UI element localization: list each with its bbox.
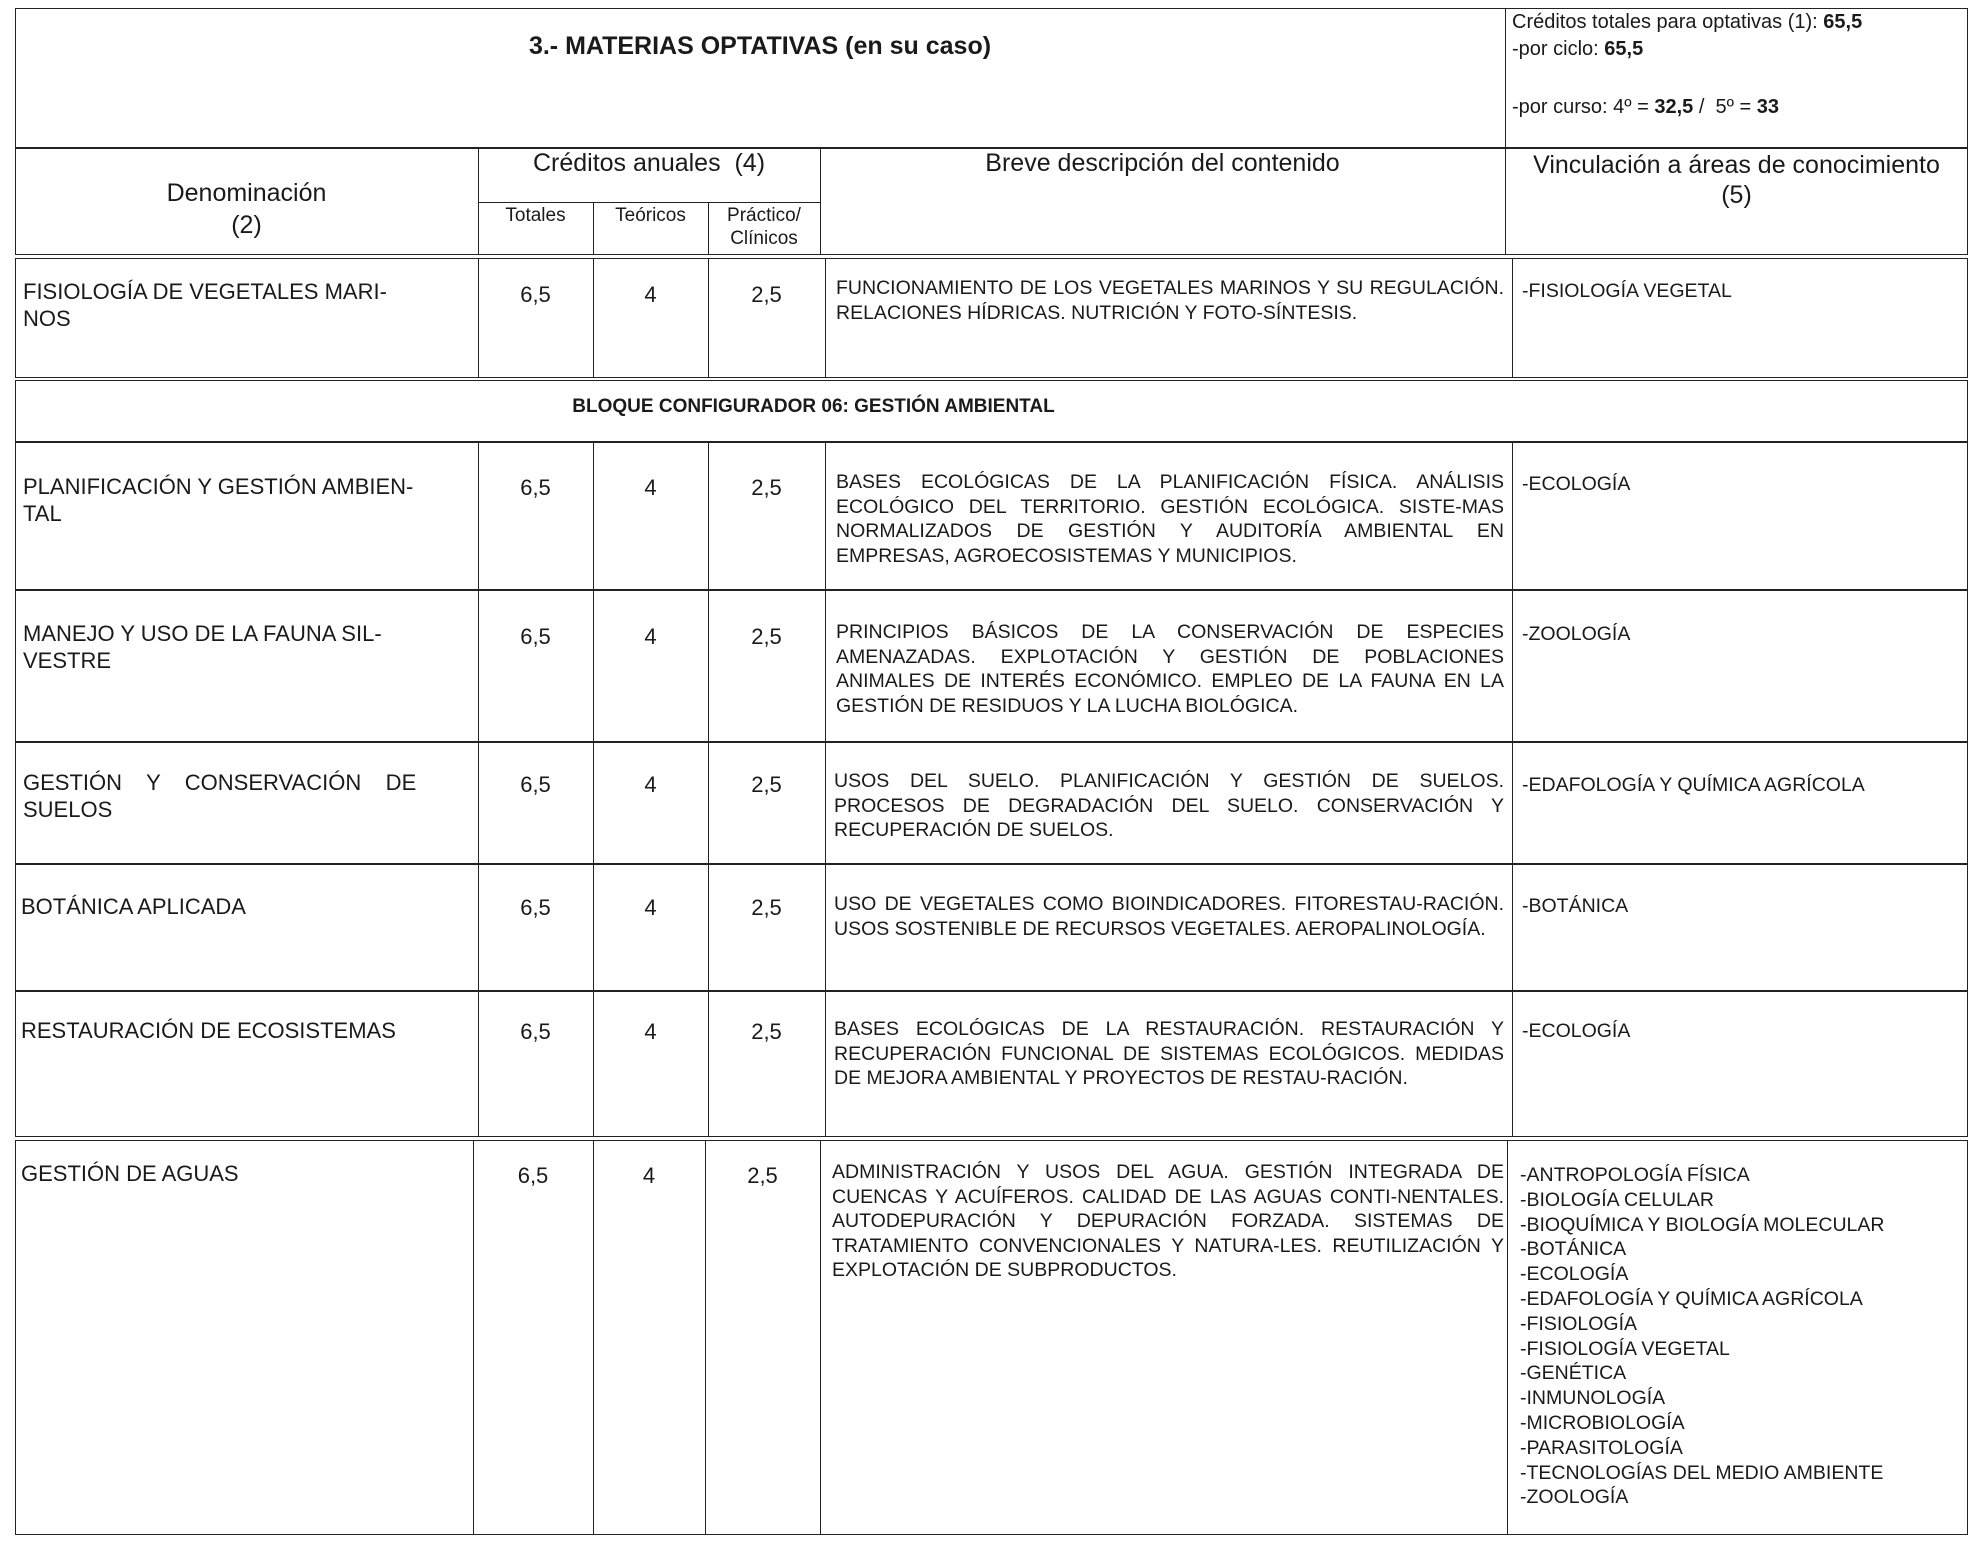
row-divider — [478, 590, 479, 742]
row-divider — [825, 742, 826, 864]
row-divider — [825, 991, 826, 1137]
col-practicos: Práctico/ Clínicos — [727, 205, 801, 249]
row-divider — [825, 864, 826, 991]
col-teoricos: Teóricos — [615, 205, 686, 226]
row-divider — [593, 590, 594, 742]
row-divider — [825, 442, 826, 590]
col-descripcion: Breve descripción del contenido — [985, 149, 1340, 177]
credits-totales: 6,5 — [517, 1163, 549, 1188]
row-divider — [593, 864, 594, 991]
credits-totales: 6,5 — [520, 282, 551, 307]
subject-name: FISIOLOGÍA DE VEGETALES MARI- NOS — [23, 279, 387, 331]
row-divider — [593, 991, 594, 1137]
credits-teoricos: 4 — [644, 1019, 657, 1044]
subject-name: BOTÁNICA APLICADA — [21, 894, 246, 919]
row-divider — [1512, 864, 1513, 991]
row-divider — [708, 864, 709, 991]
col-denominacion: Denominación — [166, 179, 327, 207]
subject-name: PLANIFICACIÓN Y GESTIÓN AMBIEN- TAL — [23, 474, 414, 526]
row-divider — [1512, 590, 1513, 742]
row-divider — [825, 590, 826, 742]
knowledge-areas: -ECOLOGÍA — [1522, 1020, 1631, 1042]
subject-name: MANEJO Y USO DE LA FAUNA SIL- VESTRE — [23, 621, 382, 673]
row-divider — [473, 1140, 474, 1535]
row-divider — [478, 991, 479, 1137]
subject-description: USOS DEL SUELO. PLANIFICACIÓN Y GESTIÓN DE SUELOS. PROCESOS DE DEGRADACIÓN DEL SUELO. CONSERVACIÓN Y RECUPERACIÓN DE SUELOS. — [834, 770, 1510, 841]
subject-description: BASES ECOLÓGICAS DE LA RESTAURACIÓN. RESTAURACIÓN Y RECUPERACIÓN FUNCIONAL DE SISTEMAS ECOLÓGICOS. MEDIDAS DE MEJORA AMBIENTAL Y PROYECTOS DE RESTAU-RACIÓN. — [834, 1018, 1510, 1089]
row-divider — [593, 742, 594, 864]
per-course-label: -por curso: 4º = — [1512, 96, 1649, 118]
row-divider — [1512, 258, 1513, 378]
credits-teoricos: 4 — [644, 475, 657, 500]
row-divider — [1512, 442, 1513, 590]
subject-name: RESTAURACIÓN DE ECOSISTEMAS — [21, 1018, 396, 1043]
credits-teoricos: 4 — [644, 772, 657, 797]
row-divider — [478, 258, 479, 378]
knowledge-areas: -ECOLOGÍA — [1522, 473, 1631, 495]
per-cycle-label: -por ciclo: — [1512, 38, 1599, 60]
col-vinculacion-ref: (5) — [1721, 181, 1752, 209]
per-course-5-value: 33 — [1756, 96, 1780, 118]
header-divider — [1505, 8, 1506, 148]
row-divider — [825, 258, 826, 378]
credits-practicos: 2,5 — [751, 895, 782, 920]
subject-description: USO DE VEGETALES COMO BIOINDICADORES. FITORESTAU-RACIÓN. USOS SOSTENIBLE DE RECURSOS VEGETALES. AEROPALINOLOGÍA. — [834, 893, 1510, 940]
credits-teoricos: 4 — [642, 1163, 656, 1188]
credits-teoricos: 4 — [644, 895, 657, 920]
row-divider — [478, 864, 479, 991]
per-course-4-value: 32,5 — [1654, 96, 1694, 118]
row-divider — [593, 258, 594, 378]
credits-totales: 6,5 — [520, 475, 551, 500]
row-divider — [1512, 991, 1513, 1137]
credits-totales: 6,5 — [520, 772, 551, 797]
row-divider — [708, 742, 709, 864]
subject-description: FUNCIONAMIENTO DE LOS VEGETALES MARINOS Y SU REGULACIÓN. RELACIONES HÍDRICAS. NUTRICIÓN Y FOTO-SÍNTESIS. — [836, 277, 1510, 324]
row-divider — [1512, 742, 1513, 864]
knowledge-areas: -FISIOLOGÍA VEGETAL — [1522, 280, 1732, 302]
subject-name: GESTIÓN DE AGUAS — [21, 1161, 239, 1186]
row-divider — [593, 1140, 594, 1535]
subject-description: PRINCIPIOS BÁSICOS DE LA CONSERVACIÓN DE ESPECIES AMENAZADAS. EXPLOTACIÓN Y GESTIÓN DE POBLACIONES ANIMALES DE INTERÉS ECONÓMICO. EMPLEO DE LA FAUNA EN LA GESTIÓN DE RESIDUOS Y LA LUCHA BIOLÓGICA. — [836, 621, 1510, 717]
row-divider — [478, 442, 479, 590]
per-course-separator: / 5º = — [1698, 96, 1752, 118]
subject-name: GESTIÓN Y CONSERVACIÓN DE SUELOS — [23, 770, 417, 822]
credits-subheader-line — [478, 202, 820, 203]
credits-teoricos: 4 — [644, 282, 657, 307]
subject-description: BASES ECOLÓGICAS DE LA PLANIFICACIÓN FÍSICA. ANÁLISIS ECOLÓGICO DEL TERRITORIO. GESTIÓN ECOLÓGICA. SISTE-MAS NORMALIZADOS DE GESTIÓN Y AUDITORÍA AMBIENTAL EN EMPRESAS, AGROECOSISTEMAS Y MUNICIPIOS. — [836, 471, 1510, 567]
credits-practicos: 2,5 — [751, 1019, 782, 1044]
col-creditos: Créditos anuales (4) — [532, 149, 766, 177]
row-divider — [708, 590, 709, 742]
per-cycle-value: 65,5 — [1604, 38, 1644, 60]
knowledge-areas: -ZOOLOGÍA — [1522, 623, 1631, 645]
credits-practicos: 2,5 — [747, 1163, 778, 1188]
credits-per-cycle — [1512, 36, 1967, 63]
page-title: 3.- MATERIAS OPTATIVAS (en su caso) — [528, 32, 992, 60]
row-divider — [478, 742, 479, 864]
credits-practicos: 2,5 — [751, 475, 782, 500]
col-denominacion-ref: (2) — [231, 211, 262, 239]
row-divider — [705, 1140, 706, 1535]
credits-practicos: 2,5 — [751, 772, 782, 797]
credits-practicos: 2,5 — [751, 282, 782, 307]
credits-total-label: Créditos totales para optativas (1): — [1512, 11, 1818, 33]
credits-totales: 6,5 — [520, 624, 551, 649]
knowledge-areas: -EDAFOLOGÍA Y QUÍMICA AGRÍCOLA — [1522, 774, 1865, 796]
block-title: BLOQUE CONFIGURADOR 06: GESTIÓN AMBIENTAL — [572, 396, 1055, 417]
credits-totales: 6,5 — [520, 1019, 551, 1044]
credits-teoricos: 4 — [644, 624, 657, 649]
col-vinculacion: Vinculación a áreas de conocimiento — [1533, 151, 1940, 179]
knowledge-areas: -BOTÁNICA — [1522, 895, 1629, 917]
knowledge-areas: -ANTROPOLOGÍA FÍSICA -BIOLOGÍA CELULAR -BIOQUÍMICA Y BIOLOGÍA MOLECULAR -BOTÁNICA -ECOLOGÍA -EDAFOLOGÍA Y QUÍMICA AGRÍCOLA -FISIOLOGÍA -FISIOLOGÍA VEGETAL -GENÉTICA -INMUNOLOGÍA -MICROBIOLOGÍA -PARASITOLOGÍA -TECNOLOGÍAS DEL MEDIO AMBIENTE -ZOOLOGÍA — [1520, 1164, 1885, 1509]
row-divider — [708, 442, 709, 590]
credits-practicos: 2,5 — [751, 624, 782, 649]
col-totales: Totales — [505, 205, 566, 226]
row-divider — [708, 991, 709, 1137]
credits-summary — [1512, 9, 1967, 36]
credits-total-value: 65,5 — [1823, 11, 1863, 33]
subject-description: ADMINISTRACIÓN Y USOS DEL AGUA. GESTIÓN INTEGRADA DE CUENCAS Y ACUÍFEROS. CALIDAD DE LAS AGUAS CONTI-NENTALES. AUTODEPURACIÓN Y DEPURACIÓN FORZADA. SISTEMAS DE TRATAMIENTO CONVENCIONALES Y NATURA-LES. REUTILIZACIÓN Y EXPLOTACIÓN DE SUBPRODUCTOS. — [832, 1161, 1510, 1281]
row-divider — [820, 1140, 821, 1535]
credits-per-course — [1512, 94, 1967, 121]
row-divider — [708, 258, 709, 378]
credits-totales: 6,5 — [520, 895, 551, 920]
row-divider — [593, 442, 594, 590]
